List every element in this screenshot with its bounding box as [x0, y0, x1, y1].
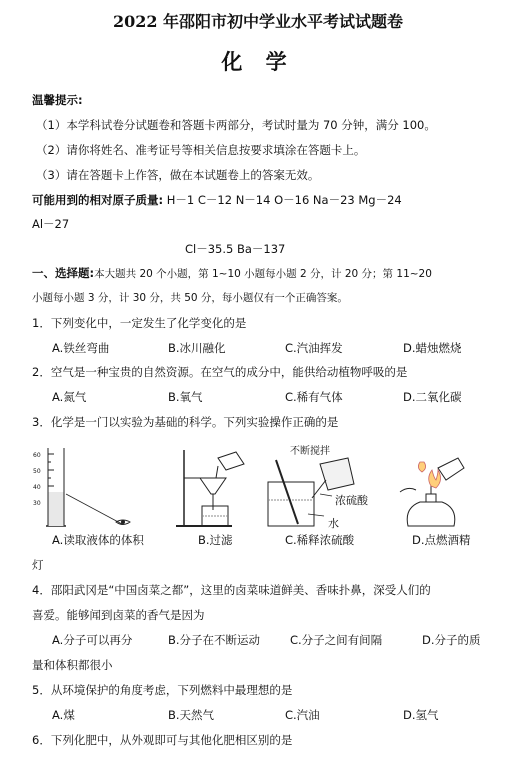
- q3-option-d-wrap: 灯: [32, 558, 44, 572]
- atomic-mass-values-2: Al－27: [32, 217, 70, 231]
- atomic-mass-values-1: H－1 C－12 N－14 O－16 Na－23 Mg－24: [166, 193, 402, 207]
- q5-option-c: C.汽油: [285, 708, 320, 722]
- section-desc-1: 本大题共 20 个小题，第 1~10 小题每小题 2 分，计 20 分；第 11~20: [94, 268, 432, 280]
- q5-option-a: A.煤: [52, 708, 75, 722]
- paper-title: 2022 年邵阳市初中学业水平考试试题卷: [112, 12, 404, 31]
- section-heading-line: [32, 265, 432, 281]
- label-water: 水: [328, 517, 339, 530]
- figure-a-graduated-cylinder: [30, 448, 160, 530]
- label-stir: 不断搅拌: [290, 446, 330, 457]
- cylinder-tick-60: 60: [33, 452, 41, 459]
- q4-option-a: A.分子可以再分: [52, 633, 133, 647]
- q2-option-c: C.稀有气体: [285, 390, 343, 404]
- q5-option-d: D.氢气: [403, 708, 439, 722]
- label-acid: 浓硫酸: [335, 494, 368, 507]
- tip-1: （1）本学科试卷分试题卷和答题卡两部分，考试时量为 70 分钟，满分 100。: [36, 118, 436, 132]
- q3-option-b: B.过滤: [198, 533, 233, 547]
- subject-title: 化 学: [221, 49, 295, 74]
- q3-option-d: D.点燃酒精: [412, 533, 471, 547]
- tips-heading: 温馨提示:: [32, 93, 83, 107]
- cylinder-tick-50: 50: [33, 468, 41, 475]
- q1-option-d: D.蜡烛燃烧: [403, 341, 462, 355]
- cylinder-tick-40: 40: [33, 484, 41, 491]
- q2-option-a: A.氮气: [52, 390, 87, 404]
- q2-option-b: B.氧气: [168, 390, 203, 404]
- question-4-stem: 4．邵阳武冈是“中国卤菜之都”，这里的卤菜味道鲜美、香味扑鼻，深受人们的: [32, 583, 431, 597]
- q2-option-d: D.二氧化碳: [403, 390, 462, 404]
- figure-d-alcohol-lamp: [398, 456, 468, 530]
- q1-option-a: A.铁丝弯曲: [52, 341, 110, 355]
- atomic-mass-line: [32, 192, 402, 208]
- section-desc-2: 小题每小题 3 分，计 30 分，共 50 分，每小题仅有一个正确答案。: [32, 292, 348, 304]
- q3-option-c: C.稀释浓硫酸: [285, 533, 355, 547]
- q4-option-b: B.分子在不断运动: [168, 633, 261, 647]
- q4-option-c: C.分子之间有间隔: [290, 633, 383, 647]
- question-5-stem: 5．从环境保护的角度考虑，下列燃料中最理想的是: [32, 683, 293, 697]
- question-3-stem: 3．化学是一门以实验为基础的科学。下列实验操作正确的是: [32, 415, 339, 429]
- tip-2: （2）请你将姓名、准考证号等相关信息按要求填涂在答题卡上。: [36, 143, 366, 157]
- question-1-stem: 1．下列变化中，一定发生了化学变化的是: [32, 316, 247, 330]
- section-heading: 一、选择题:: [32, 266, 95, 280]
- tip-3: （3）请在答题卡上作答，做在本试题卷上的答案无效。: [36, 168, 320, 182]
- q3-option-a: A.读取液体的体积: [52, 533, 144, 547]
- q4-option-d: D.分子的质: [422, 633, 481, 647]
- q5-option-b: B.天然气: [168, 708, 215, 722]
- atomic-mass-values-3: Cl－35.5 Ba－137: [185, 242, 286, 256]
- atomic-mass-label: 可能用到的相对原子质量:: [32, 193, 164, 207]
- q1-option-c: C.汽油挥发: [285, 341, 343, 355]
- question-4-stem-2: 喜爱。能够闻到卤菜的香气是因为: [32, 608, 205, 622]
- q1-option-b: B.冰川融化: [168, 341, 226, 355]
- q4-option-d-wrap: 量和体积都很小: [32, 658, 113, 672]
- question-2-stem: 2．空气是一种宝贵的自然资源。在空气的成分中，能供给动植物呼吸的是: [32, 365, 408, 379]
- cylinder-tick-30: 30: [33, 500, 41, 507]
- figure-b-filtration: [172, 448, 252, 530]
- question-6-stem: 6．下列化肥中，从外观即可与其他化肥相区别的是: [32, 733, 293, 747]
